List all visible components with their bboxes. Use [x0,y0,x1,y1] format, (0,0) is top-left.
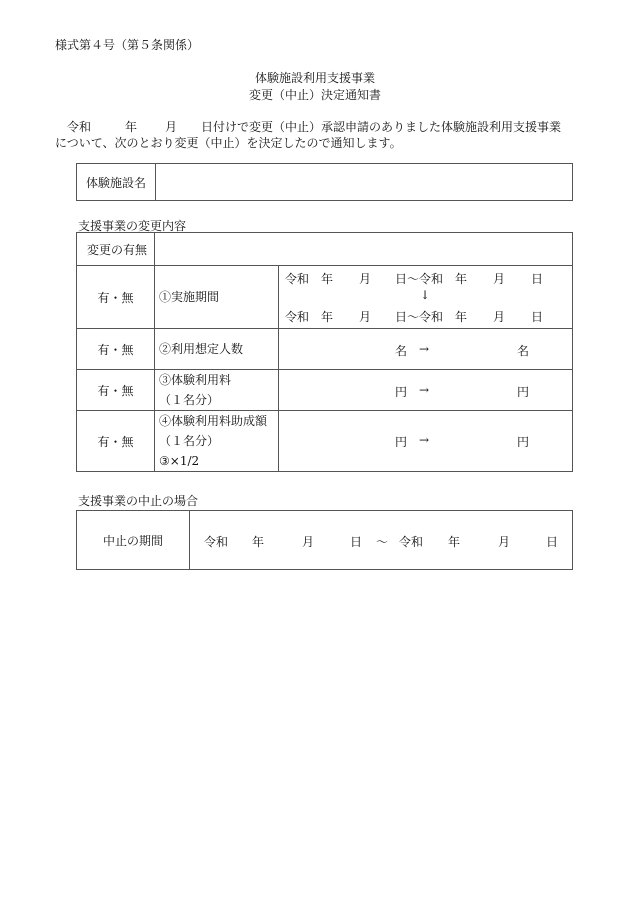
grant-unit-before: 円 [395,435,408,449]
period-after-year: 年 [321,310,334,324]
period-after-month2: 月 [493,310,506,324]
change-header-label: 変更の有無 [77,233,155,266]
period-flag: 有・無 [77,266,155,329]
cancel-day2: 日 [546,535,559,549]
change-table [76,232,573,472]
period-after-day-era: 日～令和 [395,310,444,324]
document-title-line2: 変更（中止）決定通知書 [248,88,381,102]
period-before-year2: 年 [455,272,468,286]
people-unit-before: 名 [395,344,408,358]
fee-item-line1: ③体験利用料 [159,373,232,387]
facility-table [76,163,573,201]
right-arrow-icon: → [419,383,430,397]
grant-value [279,411,573,472]
down-arrow-icon: ↓ [420,288,431,302]
period-after-day2: 日 [531,310,544,324]
grant-item-line3: ③×1/2 [159,454,200,468]
cancel-month: 月 [302,535,315,549]
form-number: 様式第４号（第５条関係） [55,38,200,52]
period-before-month: 月 [359,272,372,286]
cancel-year: 年 [252,535,265,549]
period-after-month: 月 [359,310,372,324]
period-before-day-era: 日～令和 [395,272,444,286]
intro-year: 年 [125,120,138,134]
grant-item-line2: （１名分） [159,434,220,448]
intro-line2: について、次のとおり変更（中止）を決定したので通知します。 [55,136,402,150]
facility-label: 体験施設名 [77,164,156,201]
facility-value [156,164,573,201]
grant-unit-after: 円 [517,435,530,449]
period-before-month2: 月 [493,272,506,286]
period-before-year: 年 [321,272,334,286]
cancel-era: 令和 [204,535,229,549]
cancel-label: 中止の期間 [77,511,190,570]
period-item: ①実施期間 [155,266,279,329]
period-after-era: 令和 [285,310,310,324]
cancel-table [76,510,573,570]
cancel-section-heading: 支援事業の中止の場合 [78,494,199,508]
people-unit-after: 名 [517,344,530,358]
fee-unit-after: 円 [517,385,530,399]
grant-flag: 有・無 [77,411,155,472]
intro-era: 令和 [67,120,92,134]
period-before-era: 令和 [285,272,310,286]
fee-item [155,370,279,411]
change-header-value [155,233,573,266]
intro-rest: 日付けで変更（中止）承認申請のありました体験施設利用支援事業 [201,120,562,134]
grant-item-line1: ④体験利用料助成額 [159,414,268,428]
cancel-year2: 年 [448,535,461,549]
people-flag: 有・無 [77,329,155,370]
fee-flag: 有・無 [77,370,155,411]
cancel-month2: 月 [498,535,511,549]
cancel-day: 日 [350,535,363,549]
period-before-day2: 日 [531,272,544,286]
people-item: ②利用想定人数 [155,329,279,370]
fee-value [279,370,573,411]
right-arrow-icon: → [419,433,430,447]
people-value [279,329,573,370]
cancel-value [190,511,573,570]
fee-unit-before: 円 [395,385,408,399]
intro-line1 [55,118,561,135]
intro-month: 月 [165,120,178,134]
grant-item [155,411,279,472]
period-value [279,266,573,329]
period-after-year2: 年 [455,310,468,324]
right-arrow-icon: → [419,342,430,356]
document-title-line1: 体験施設利用支援事業 [254,71,375,85]
tilde-separator: ～ [376,535,389,549]
change-section-heading: 支援事業の変更内容 [78,219,187,233]
fee-item-line2: （１名分） [159,393,220,407]
cancel-era2: 令和 [399,535,424,549]
